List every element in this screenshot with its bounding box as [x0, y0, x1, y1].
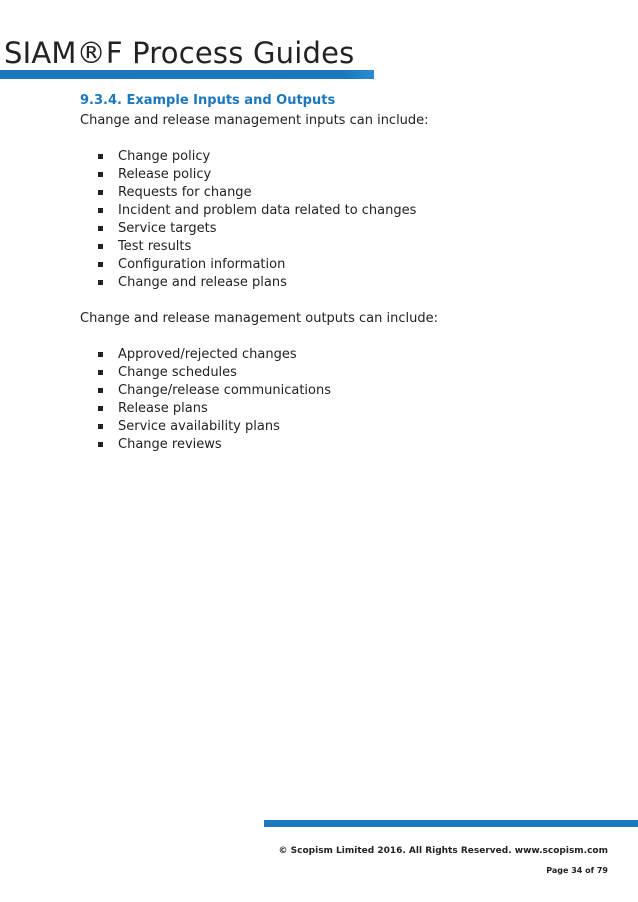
- list-item-text: Change/release communications: [118, 383, 331, 398]
- list-item: [80, 382, 610, 400]
- list-item: [80, 166, 610, 184]
- list-item: [80, 238, 610, 256]
- list-item-text: Service targets: [118, 221, 217, 236]
- document-title: SIAM®F Process Guides: [4, 36, 355, 70]
- inputs-list: [80, 148, 610, 292]
- footer-copyright: © Scopism Limited 2016. All Rights Reserved. www.scopism.com: [278, 846, 608, 856]
- list-item: [80, 256, 610, 274]
- square-bullet-icon: [98, 172, 103, 177]
- list-item: [80, 274, 610, 292]
- list-item-text: Requests for change: [118, 185, 252, 200]
- square-bullet-icon: [98, 370, 103, 375]
- list-item: [80, 364, 610, 382]
- footer-accent-bar: [264, 820, 638, 827]
- page-number: Page 34 of 79: [546, 866, 608, 875]
- square-bullet-icon: [98, 208, 103, 213]
- list-item: [80, 346, 610, 364]
- list-item: [80, 400, 610, 418]
- list-item-text: Release policy: [118, 167, 212, 182]
- square-bullet-icon: [98, 262, 103, 267]
- list-item: [80, 220, 610, 238]
- list-item-text: Incident and problem data related to changes: [118, 203, 417, 218]
- list-item: [80, 202, 610, 220]
- list-item: [80, 148, 610, 166]
- list-item-text: Test results: [118, 239, 192, 254]
- list-item: [80, 436, 610, 454]
- square-bullet-icon: [98, 352, 103, 357]
- outputs-list: [80, 346, 610, 454]
- header-accent-bar: [0, 70, 374, 79]
- section-heading: 9.3.4. Example Inputs and Outputs: [80, 93, 336, 108]
- square-bullet-icon: [98, 244, 103, 249]
- square-bullet-icon: [98, 154, 103, 159]
- list-item-text: Approved/rejected changes: [118, 347, 297, 362]
- square-bullet-icon: [98, 442, 103, 447]
- list-item-text: Service availability plans: [118, 419, 280, 434]
- square-bullet-icon: [98, 388, 103, 393]
- list-item-text: Change schedules: [118, 365, 237, 380]
- list-item-text: Release plans: [118, 401, 208, 416]
- square-bullet-icon: [98, 280, 103, 285]
- list-item-text: Change and release plans: [118, 275, 287, 290]
- list-item-text: Configuration information: [118, 257, 286, 272]
- square-bullet-icon: [98, 406, 103, 411]
- outputs-intro: Change and release management outputs can include:: [80, 311, 438, 326]
- square-bullet-icon: [98, 190, 103, 195]
- inputs-intro: Change and release management inputs can include:: [80, 113, 429, 128]
- list-item: [80, 184, 610, 202]
- square-bullet-icon: [98, 226, 103, 231]
- list-item-text: Change policy: [118, 149, 211, 164]
- square-bullet-icon: [98, 424, 103, 429]
- main-content: [80, 92, 610, 472]
- list-item-text: Change reviews: [118, 437, 222, 452]
- list-item: [80, 418, 610, 436]
